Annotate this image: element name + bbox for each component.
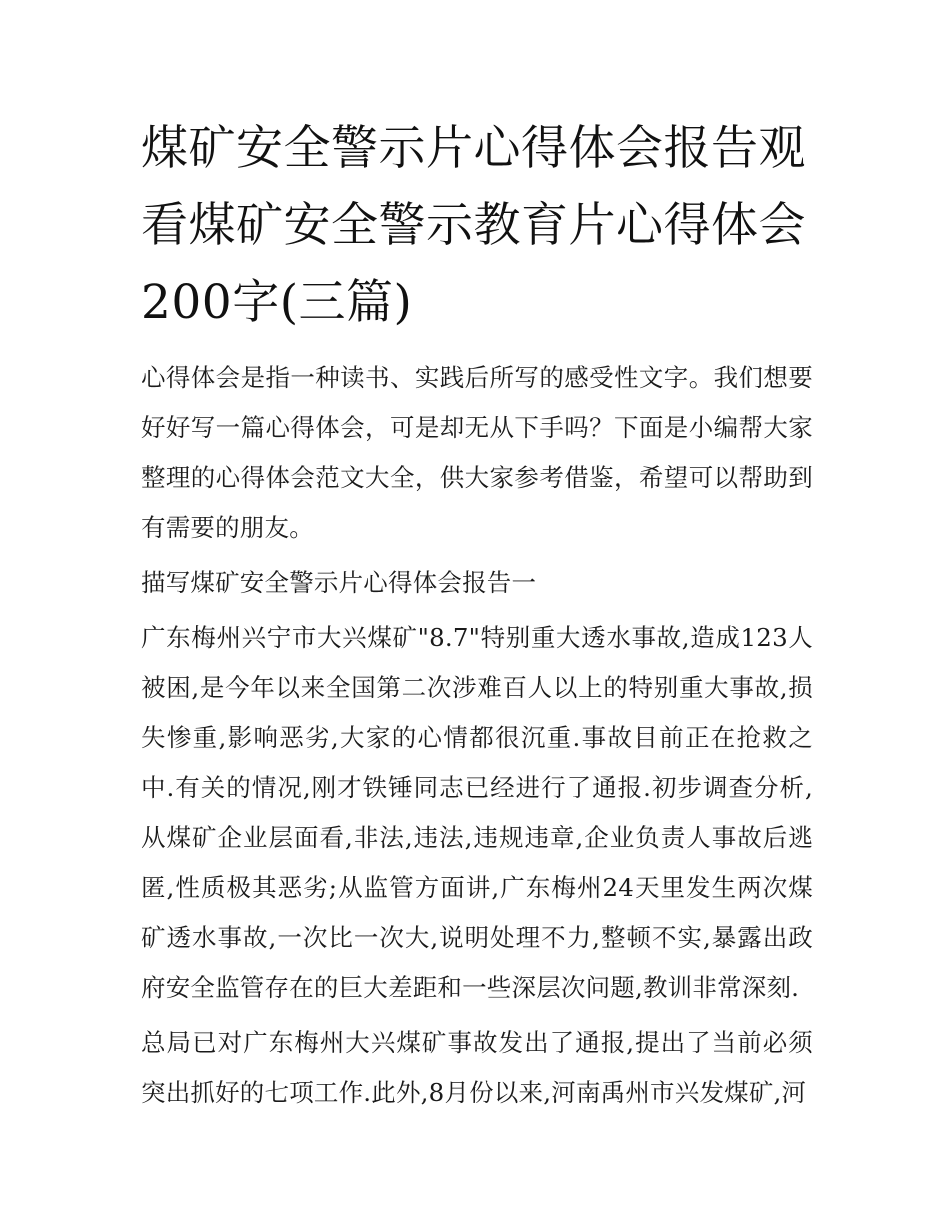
document-content — [141, 110, 813, 1123]
body-paragraph: 总局已对广东梅州大兴煤矿事故发出了通报,提出了当前必须突出抓好的七项工作.此外,8月份以来,河南禹州市兴发煤矿,河 — [141, 1028, 813, 1107]
section-heading: 描写煤矿安全警示片心得体会报告一 — [141, 568, 537, 597]
body-paragraph: 广东梅州兴宁市大兴煤矿"8.7"特别重大透水事故,造成123人被困,是今年以来全国第二次涉难百人以上的特别重大事故,损失惨重,影响恶劣,大家的心情都很沉重.事故目前正在抢救之中.有关的情况,刚才铁锤同志已经进行了通报.初步调查分析,从煤矿企业层面看,非法,违法,违规违章,企业负责人事故后逃匿,性质极其恶劣;从监管方面讲,广东梅州24天里发生两次煤矿透水事故,一次比一次大,说明处理不力,整顿不实,暴露出政府安全监管存在的巨大差距和一些深层次问题,教训非常深刻. — [141, 623, 813, 1002]
document-title: 煤矿安全警示片心得体会报告观看煤矿安全警示教育片心得体会200字(三篇) — [141, 121, 806, 330]
intro-paragraph: 心得体会是指一种读书、实践后所写的感受性文字。我们想要好好写一篇心得体会，可是却无从下手吗？下面是小编帮大家整理的心得体会范文大全，供大家参考借鉴，希望可以帮助到有需要的朋友。 — [141, 363, 813, 542]
